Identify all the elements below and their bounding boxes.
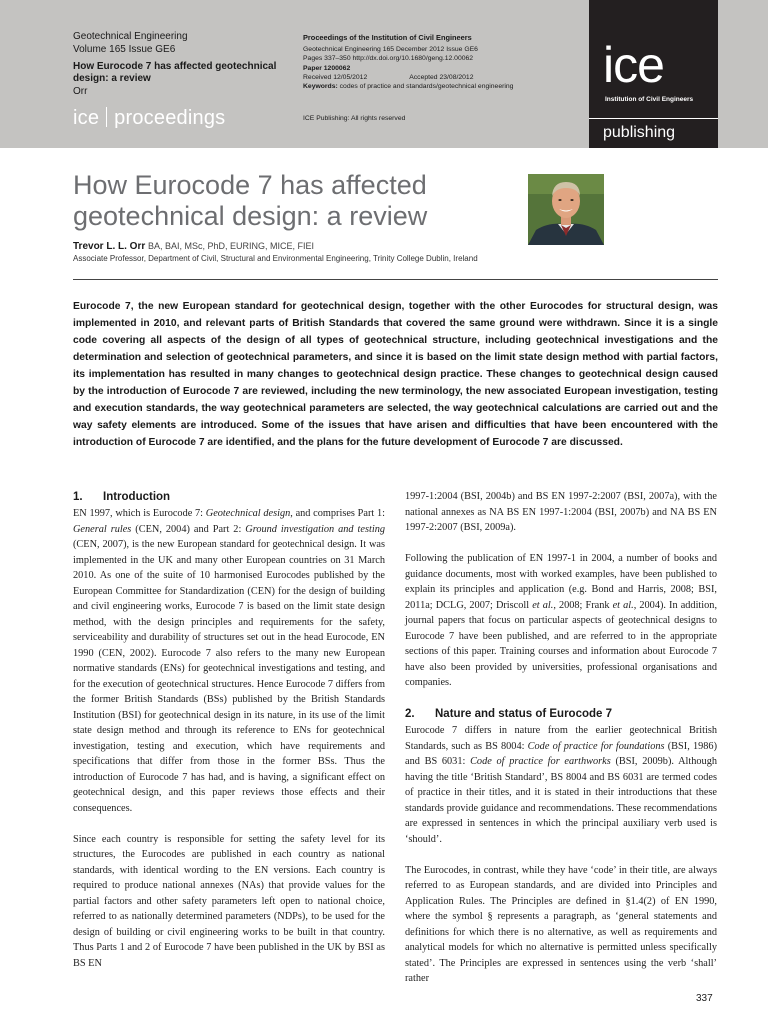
section-heading-nature-status xyxy=(405,706,717,723)
section-heading-introduction xyxy=(73,489,385,506)
brand-divider xyxy=(106,107,107,127)
text-run: , and comprises Part 1: xyxy=(290,508,385,519)
text-run: , 2004). In addition, journal papers that focus on particular aspects of geotechnical designs to Eurocode 7 have been published, and are referred to in the appropriate sections of this paper. Training courses and information about Eurocode 7 have also been provided by universities, professional organisations and companies. xyxy=(405,599,718,688)
text-run: EN 1997, which is Eurocode 7: xyxy=(73,508,206,519)
logo-institution-name: Institution of Civil Engineers xyxy=(605,96,694,103)
ice-publishing-logo xyxy=(589,0,718,148)
paragraph: Since each country is responsible for setting the safety level for its structures, the Eurocodes are published in each country as national standards, with identical wording to the EN versions. Each country is required to produce national annexes (NAs) that provide values for the partial factors and other safety parameters left open to national choice, referred to as nationally determined parameters (NDPs), to be used for the design of building or civil engineering works to be built in that country. Thus Parts 1 and 2 of Eurocode 7 have been published in the UK by BSI as BS EN xyxy=(73,833,385,969)
section-number: 1. xyxy=(73,491,83,503)
text-run: (CEN, 2004) and Part 2: xyxy=(131,523,246,535)
keywords-value: codes of practice and standards/geotechnical engineering xyxy=(339,83,514,91)
italic-run: et al. xyxy=(532,599,554,611)
dates-line xyxy=(303,73,583,82)
running-title: How Eurocode 7 has affected geotechnical design: a review xyxy=(73,61,277,84)
section-number: 2. xyxy=(405,708,415,720)
text-run: , 2008; Frank xyxy=(553,599,613,611)
rights-notice: ICE Publishing: All rights reserved xyxy=(303,115,406,122)
text-run: (BSI, 2009b). Although having the title ‘British Standard’, BS 8004 and BS 6031 are termed codes of practice in their titles, and it is stated in their introductions that these standards provide guidance and recommendations. These recommendations are expressed in sentences in which the principal auxiliary verb used is ‘should’. xyxy=(405,756,717,845)
author-portrait-icon xyxy=(528,174,604,245)
italic-run: Code of practice for foundations xyxy=(527,740,665,752)
author-photo xyxy=(528,174,604,245)
journal-header xyxy=(0,0,768,148)
article-title: How Eurocode 7 has affected geotechnical design: a review xyxy=(73,170,428,231)
page-number: 337 xyxy=(696,993,713,1004)
paragraph xyxy=(405,551,717,691)
paper-number: Paper 1200062 xyxy=(303,64,351,72)
header-left-block xyxy=(73,30,293,130)
body-column-right xyxy=(405,489,717,987)
text-run: Following the publication of EN 1997-1 in 2004, a number of books and guidance documents, most with worked examples, have been published to explain its principles and application (e.g. Bond and Harris, 2008; BSI, 2011a; DCLG, 2007; Driscoll xyxy=(405,553,717,611)
brand-ice: ice xyxy=(73,107,100,129)
paragraph xyxy=(73,506,385,816)
section-title: Nature and status of Eurocode 7 xyxy=(435,708,613,720)
received-date: Received 12/05/2012 xyxy=(303,73,368,81)
running-author: Orr xyxy=(73,86,88,97)
italic-run: Code of practice for earthworks xyxy=(470,756,611,767)
text-run: (CEN, 2007), is the new European standard for geotechnical design. It was implemented in the UK and many other European countries on 31 March 2010. As one of the suite of 10 harmonised Eurocodes published by the European Committee for Standardization (CEN) for the design of building and civil engineering works, Eurocode 7 is based on the limit state design method, with the design principles and requirements for the safety, serviceability and durability of structures set out in the head Eurocode, EN 1990 (CEN, 2002). Eurocode 7 also refers to the many new European normative standards (ENs) for geotechnical investigations and testing, and for the execution of geotechnical structures. Hence Eurocode 7 differs from the former British Standards (BSs) published by the British Standards Institution (BSI) for geotechnical design in its nature, in its use of the limit state design method and through its reference to ENs for geotechnical investigation, testing and execution, which have requirements and specifications that differ from those in the former BSs. Thus the introduction of Eurocode 7 has had, and is having, a significant effect on geotechnical design, and this paper reviews those effects and their consequences. xyxy=(73,539,385,814)
section-title: Introduction xyxy=(103,491,171,503)
author-byline xyxy=(73,241,314,252)
author-name: Trevor L. L. Orr xyxy=(73,241,146,252)
logo-publishing-text: publishing xyxy=(603,124,676,141)
italic-run: et al. xyxy=(612,599,634,611)
paragraph xyxy=(405,723,717,847)
keywords-line xyxy=(303,82,583,91)
ice-proceedings-brand xyxy=(73,107,293,130)
author-qualifications: BA, BAI, MSc, PhD, EURING, MICE, FIEI xyxy=(148,241,315,251)
author-affiliation: Associate Professor, Department of Civil, Structural and Environmental Engineering, Trinity College Dublin, Ireland xyxy=(73,254,478,263)
volume-issue: Volume 165 Issue GE6 xyxy=(73,44,176,55)
citation-line: Geotechnical Engineering 165 December 2012 Issue GE6 xyxy=(303,46,478,54)
body-column-left xyxy=(73,489,385,971)
italic-run: General rules xyxy=(73,523,132,535)
paragraph: 1997-1:2004 (BSI, 2004b) and BS EN 1997-2:2007 (BSI, 2007a), with the national annexes as NA BS EN 1997-1:2004 (BSI, 2007b) and NA BS EN 1997-2:2007 (BSI, 2009a). xyxy=(405,491,717,533)
logo-divider xyxy=(589,118,718,119)
brand-proceedings: proceedings xyxy=(114,107,226,129)
text-run: Eurocode 7 differs in nature from the earlier geotechnical British Standards, such as BS 8004: xyxy=(405,725,717,752)
doi-line: Pages 337–350 http://dx.doi.org/10.1680/geng.12.00062 xyxy=(303,55,474,63)
logo-ice-mark: ice xyxy=(603,37,664,93)
text-run: (BSI, 1986) and BS 6031: xyxy=(405,740,717,767)
paragraph: The Eurocodes, in contrast, while they have ‘code’ in their title, are always referred to as European standards, and are divided into Principles and Application Rules. The Principles are defined in §1.4(2) of EN 1990, where the symbol § represents a paragraph, as ‘general statements and definitions for which there is no alternative, as well as requirements and analytical models for which no alternative is permitted unless specifically stated’. The Principles are expressed in sentences using the verb ‘shall’ rather xyxy=(405,864,717,984)
citation-block xyxy=(303,33,583,122)
title-divider xyxy=(73,279,718,280)
accepted-date: Accepted 23/08/2012 xyxy=(409,73,474,81)
proceedings-title: Proceedings of the Institution of Civil Engineers xyxy=(303,33,472,42)
italic-run: Ground investigation and testing xyxy=(245,523,385,535)
abstract: Eurocode 7, the new European standard for geotechnical design, together with the other Eurocodes for structural design, was implemented in 2010, and relevant parts of British Standards that covered the same ground were withdrawn. Since it is a single code covering all aspects of the design of all types of geotechnical structure, including geotechnical investigations and the determination and selection of geotechnical parameters, and since it is based on the limit state design method with partial factors, its implementation has resulted in many changes to geotechnical design practice. These changes to geotechnical design caused by the introduction of Eurocode 7 are reviewed, including the new terminology, the new associated European investigation, testing and execution standards, the way geotechnical parameters are selected, the way geotechnical calculations are carried out and the way safety elements are introduced. Some of the issues that have arisen and difficulties that have been encountered with the introduction of Eurocode 7 are identified, and the plans for the future development of Eurocode 7 are discussed. xyxy=(73,301,718,448)
journal-name: Geotechnical Engineering xyxy=(73,31,188,42)
keywords-label: Keywords: xyxy=(303,83,338,91)
italic-run: Geotechnical design xyxy=(205,508,291,519)
